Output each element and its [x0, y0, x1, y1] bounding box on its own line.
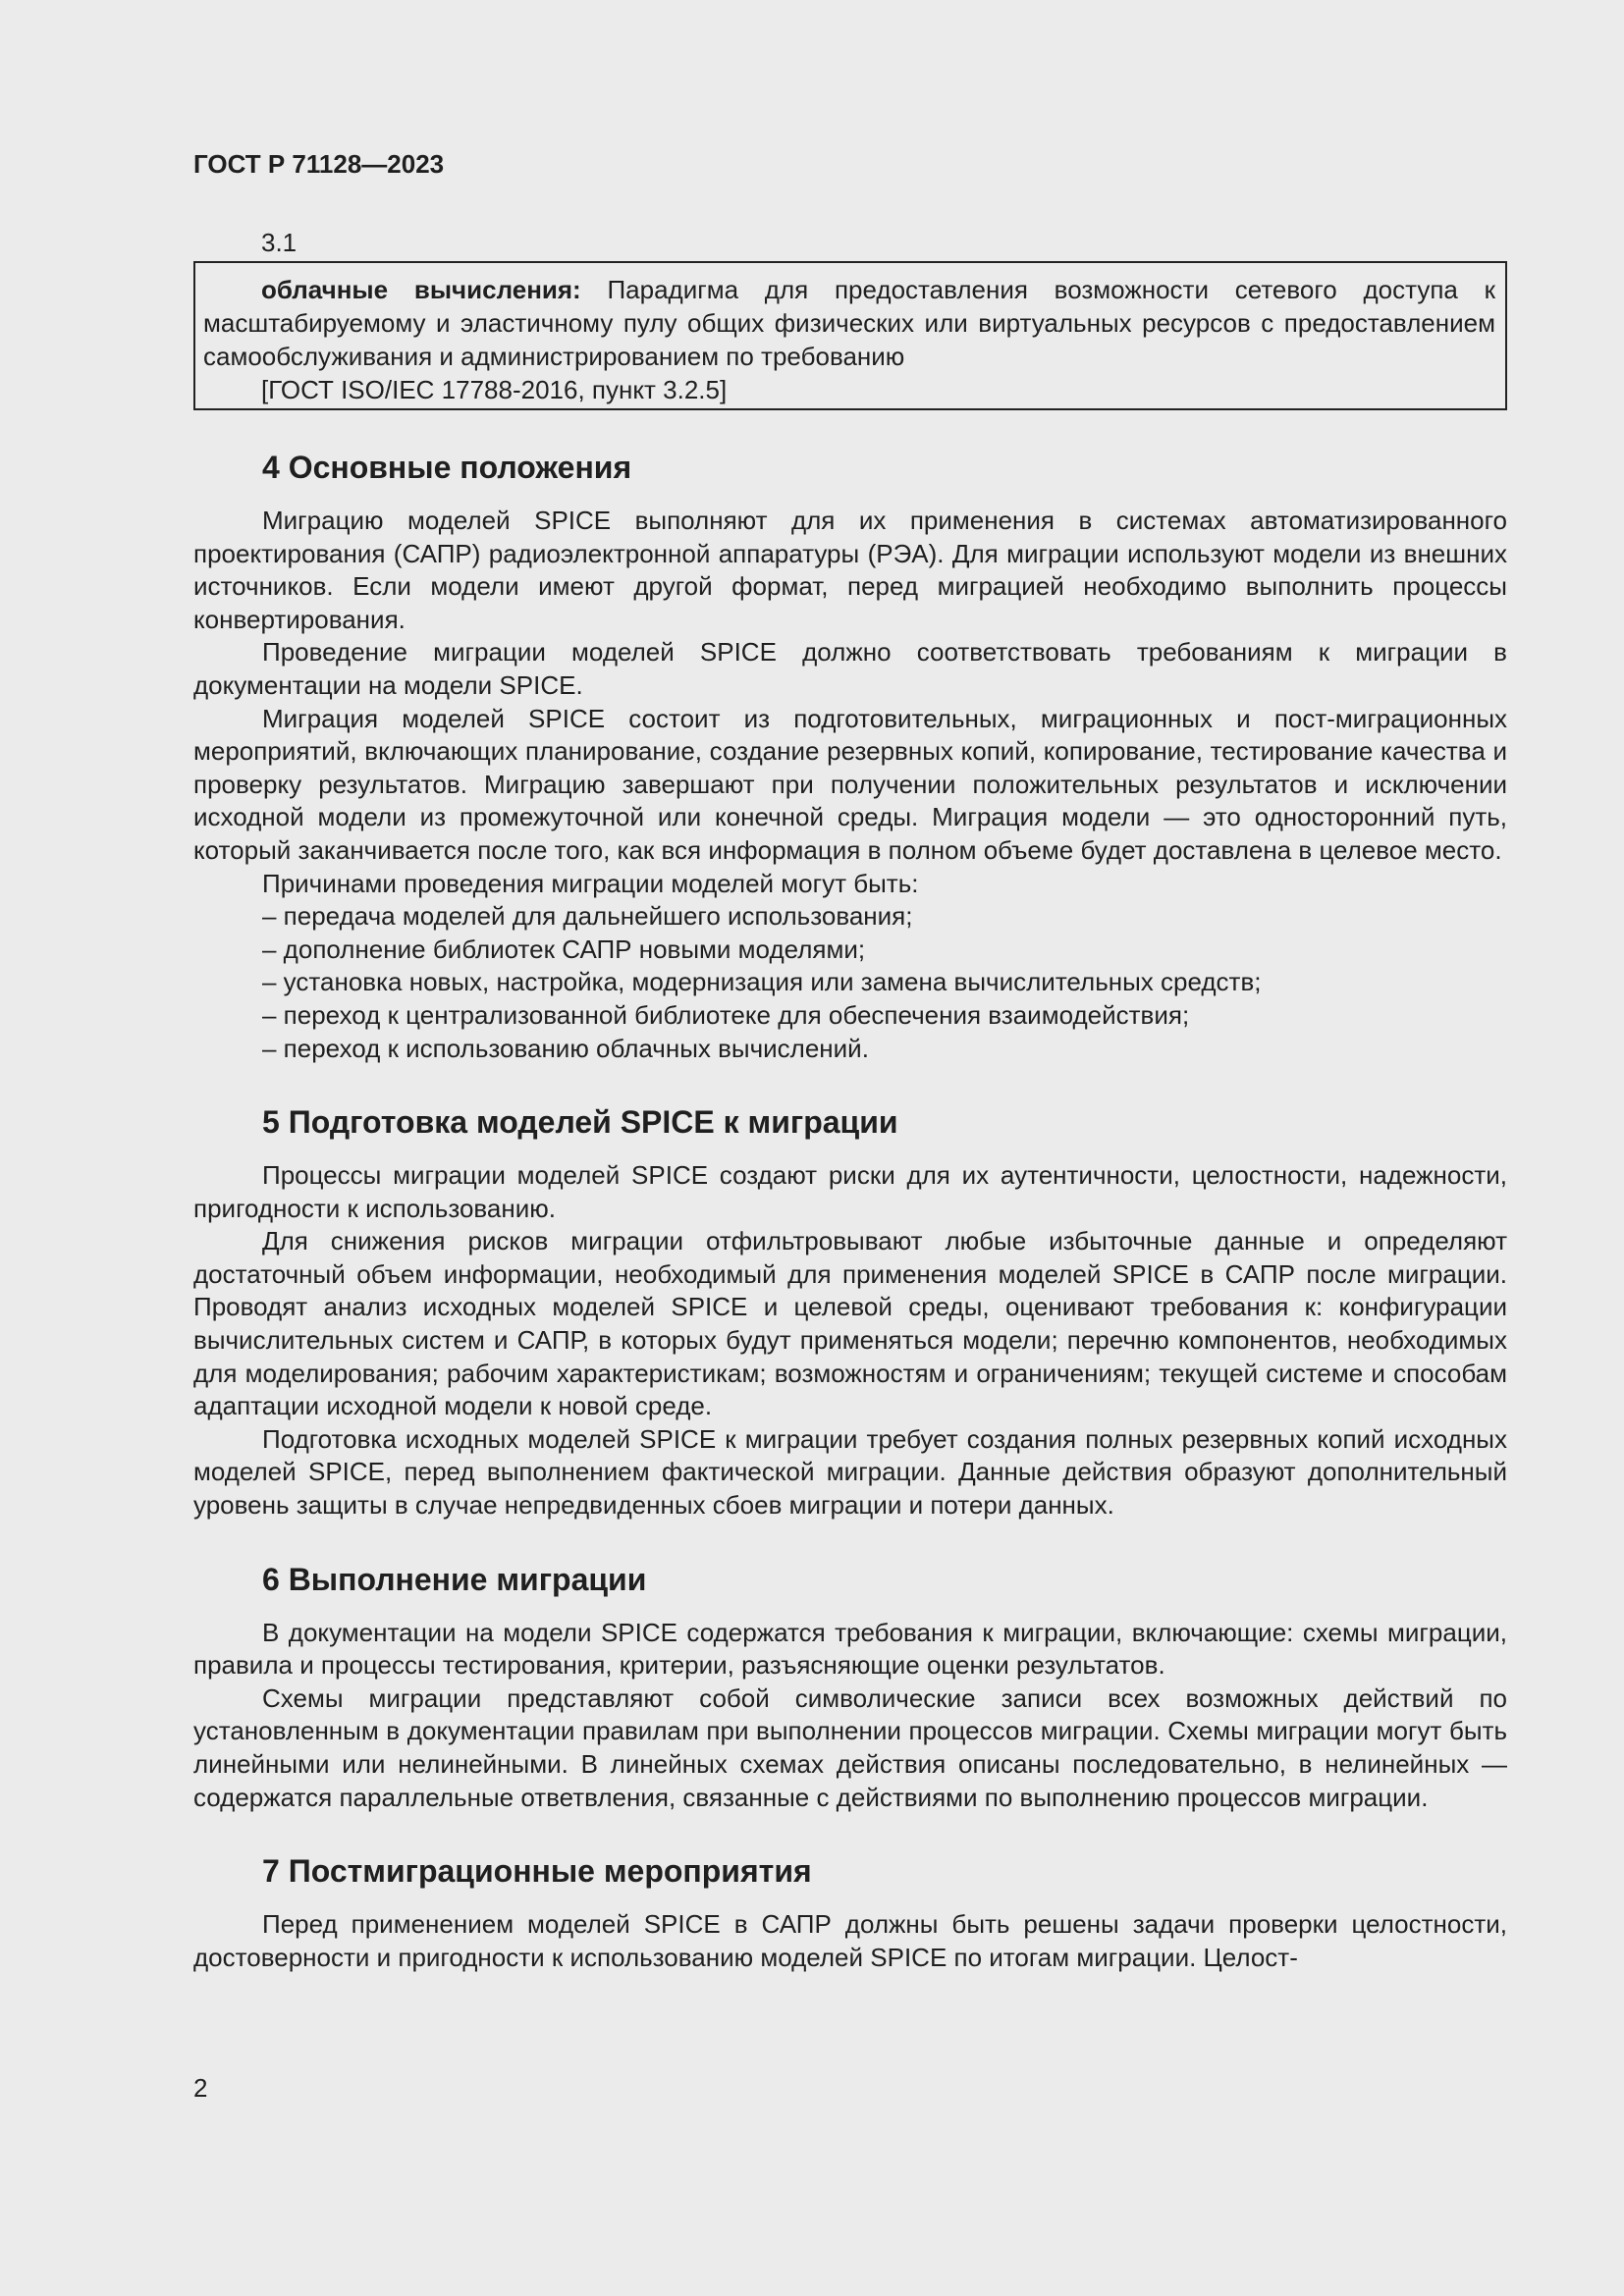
paragraph: Для снижения рисков миграции отфильтровывают любые избыточные данные и определяют достаточный объем информации, необходимый для применения моделей SPICE в САПР после миграции. Проводят анализ исходных моделей SPICE и целевой среды, оценивают требования к: конфигурации вычислительных систем и САПР, в которых будут применяться модели; перечню компонентов, необходимых для моделирования; рабочим характеристикам; возможностям и ограничениям; текущей системе и способам адаптации исходной модели к новой среде.: [193, 1226, 1507, 1421]
definition-term: облачные вычисления:: [261, 275, 581, 304]
paragraph: Причинами проведения миграции моделей могут быть:: [262, 868, 919, 898]
section-4: [193, 448, 1507, 1065]
paragraph: Процессы миграции моделей SPICE создают риски для их аутентичности, целостности, надежности, пригодности к использованию.: [193, 1160, 1507, 1223]
paragraph: Миграция моделей SPICE состоит из подготовительных, миграционных и пост-миграционных мероприятий, включающих планирование, создание резервных копий, копирование, тестирование качества и проверку результатов. Миграцию завершают при получении положительных результатов и исключении исходной модели из промежуточной или конечной среды. Миграция модели — это односторонний путь, который заканчивается после того, как вся информация в полном объеме будет доставлена в целевое место.: [193, 703, 1507, 865]
definition-text: Парадигма для предоставления возможности сетевого доступа к масштабируемому и эластичному пулу общих физических или виртуальных ресурсов с предоставлением самообслуживания и администрированием по требованию: [203, 275, 1495, 371]
reasons-list: [193, 900, 1507, 1065]
paragraph: Схемы миграции представляют собой символические записи всех возможных действий по установленным в документации правилам при выполнении процессов миграции. Схемы миграции могут быть линейными или нелинейными. В линейных схемах действия описаны последовательно, в нелинейных — содержатся параллельные ответвления, связанные с действиями по выполнению процессов миграции.: [193, 1682, 1507, 1812]
paragraph: Перед применением моделей SPICE в САПР должны быть решены задачи проверки целостности, достоверности и пригодности к использованию моделей SPICE по итогам миграции. Целост-: [193, 1909, 1507, 1972]
paragraph: Проведение миграции моделей SPICE должно соответствовать требованиям к миграции в документации на модели SPICE.: [193, 637, 1507, 700]
list-item: – установка новых, настройка, модернизация или замена вычислительных средств;: [262, 967, 1262, 997]
list-item: – передача моделей для дальнейшего использования;: [262, 901, 913, 932]
definition-source: [ГОСТ ISO/IEC 17788-2016, пункт 3.2.5]: [261, 375, 728, 404]
section-heading: 4 Основные положения: [262, 450, 632, 485]
section-6: [193, 1560, 1507, 1815]
section-heading: 7 Постмиграционные мероприятия: [262, 1853, 812, 1890]
definition-box: [193, 261, 1507, 410]
section-5: [193, 1102, 1507, 1522]
definition-paragraph: [203, 273, 1495, 373]
term-number: 3.1: [261, 228, 298, 257]
paragraph: Подготовка исходных моделей SPICE к миграции требует создания полных резервных копий исходных моделей SPICE, перед выполнением фактической миграции. Данные действия образуют дополнительный уровень защиты в случае непредвиденных сбоев миграции и потери данных.: [193, 1423, 1507, 1521]
document-header: ГОСТ Р 71128—2023: [193, 149, 445, 179]
section-heading: 6 Выполнение миграции: [262, 1561, 647, 1597]
section-7: [193, 1851, 1507, 1974]
page-number: 2: [193, 2073, 208, 2103]
list-item: – переход к использованию облачных вычислений.: [262, 1033, 869, 1063]
paragraph: Миграцию моделей SPICE выполняют для их применения в системах автоматизированного проектирования (САПР) радиоэлектронной аппаратуры (РЭА). Для миграции используют модели из внешних источников. Если модели имеют другой формат, перед миграцией необходимо выполнить процессы конвертирования.: [193, 506, 1507, 634]
list-item: – дополнение библиотек САПР новыми моделями;: [262, 934, 866, 964]
section-heading: 5 Подготовка моделей SPICE к миграции: [262, 1104, 898, 1141]
document-body: [193, 448, 1507, 2011]
list-item: – переход к централизованной библиотеке для обеспечения взаимодействия;: [262, 999, 1190, 1030]
paragraph: В документации на модели SPICE содержатся требования к миграции, включающие: схемы миграции, правила и процессы тестирования, критерии, разъясняющие оценки результатов.: [193, 1617, 1507, 1681]
